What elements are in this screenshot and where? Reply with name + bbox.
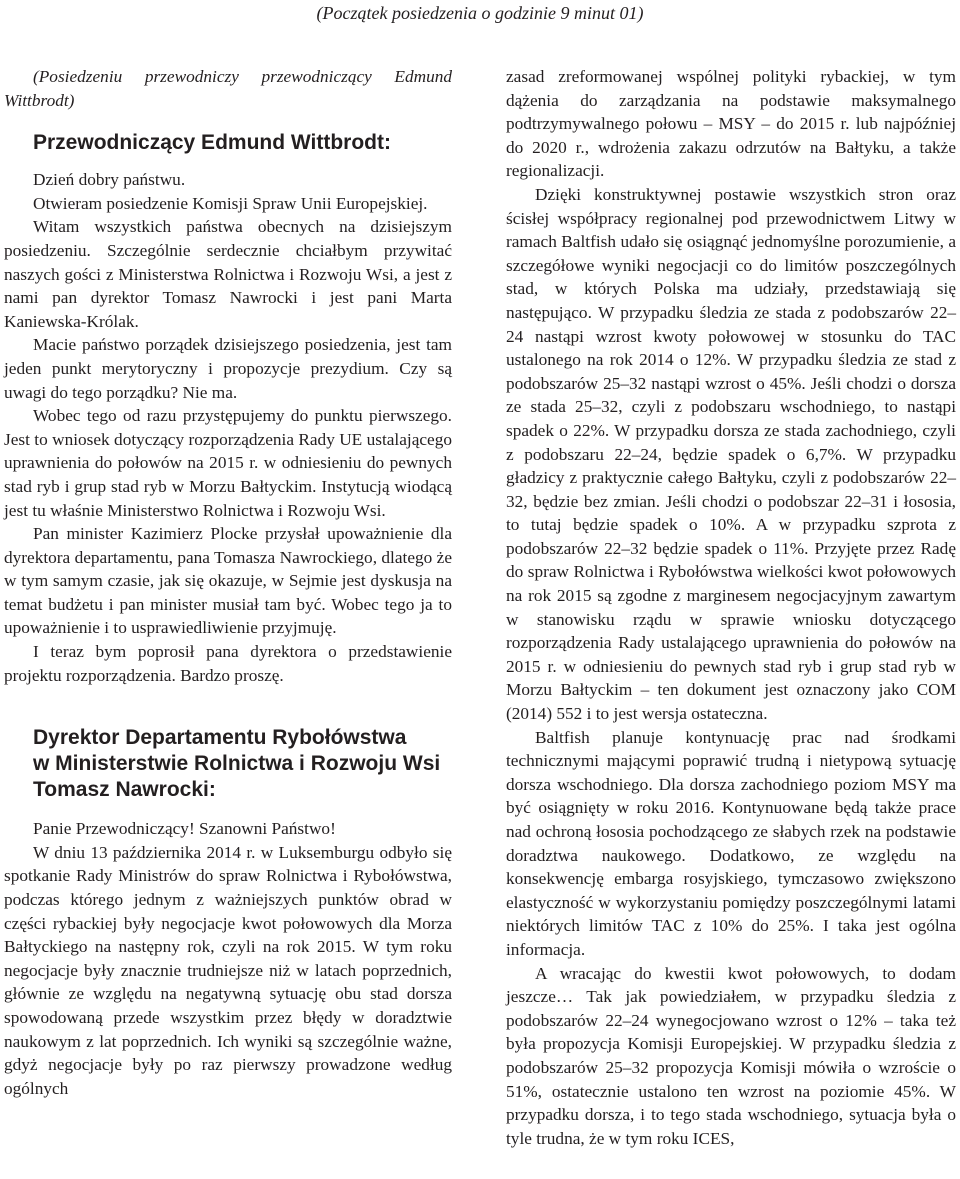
paragraph: Dzięki konstruktywnej postawie wszystkich stron oraz ścisłej współpracy regionalnej pod przewodnictwem Litwy w ramach Baltfish udało się osiągnąć jednomyślne porozumienie, a szczegółowe wyniki negocjacji co do limitów poszczególnych stad, w których Polska ma udziały, przedstawiają się następująco. W przypadku śledzia ze stada z podobszarów 22–24 nastąpi wzrost kwoty połowowej w stosunku do TAC ustalonego na rok 2014 o 12%. W przypadku śledzia ze stad z podobszarów 25–32 nastąpi wzrost o 45%. Jeśli chodzi o dorsza ze stada 25–32, czyli z podobszaru wschodniego, to nastąpi spadek o 22%. W przypadku dorsza ze stada zachodniego, czyli z podobszaru 22–24, będzie spadek o 6,7%. W przypadku gładzicy z praktycznie całego Bałtyku, czyli z podobszarów 22–32, będzie bez zmian. Jeśli chodzi o podobszar 22–31 i łososia, to tutaj będzie spadek o 10%. A w przypadku szprota z podobszarów 22–32 będzie spadek o 11%. Przyjęte przez Radę do spraw Rolnictwa i Rybołówstwa wielkości kwot połowowych na rok 2015 są zgodne z marginesem negocjacyjnym zawartym w stanowisku rządu w sprawie wniosku dotyczącego rozporządzenia Rady ustalającego uprawnienia do połowów na 2015 r. w odniesieniu do pewnych stad ryb i grup stad ryb w Morzu Bałtyckim – ten dokument jest oznaczony jako COM (2014) 552 i to jest wersja ostateczna. (506, 184, 956, 724)
speaker-director-line-3: Tomasz Nawrocki: (33, 778, 216, 802)
speaker-director-line-1: Dyrektor Departamentu Rybołówstwa (33, 726, 407, 750)
paragraph: Pan minister Kazimierz Plocke przysłał upoważnienie dla dyrektora departamentu, pana Tomasza Nawrockiego, dlatego że w tym samym czasie, jak się okazuje, w Sejmie jest dyskusja na temat budżetu i pan minister musiał tam być. Wobec tego ja to upoważnienie i to usprawiedliwienie przyjmuję. (4, 524, 452, 638)
paragraph: Macie państwo porządek dzisiejszego posiedzenia, jest tam jeden punkt merytoryczny i propozycje prezydium. Czy są uwagi do tego porządku? Nie ma. (4, 335, 452, 402)
paragraph: Panie Przewodniczący! Szanowni Państwo! (33, 819, 336, 839)
speaker-director-line-2: w Ministerstwie Rolnictwa i Rozwoju Wsi (33, 752, 441, 776)
paragraph: zasad zreformowanej wspólnej polityki rybackiej, w tym dążenia do zarządzania na podstawie maksymalnego podtrzymywalnego połowu – MSY – do 2015 r. lub najpóźniej do 2020 r., wdrożenia zakazu odrzutów na Bałtyku, a także regionalizacji. (506, 67, 956, 181)
paragraph: I teraz bym poprosił pana dyrektora o przedstawienie projektu rozporządzenia. Bardzo proszę. (4, 642, 452, 685)
paragraph: Baltfish planuje kontynuację prac nad środkami technicznymi mającymi poprawić trudną i nietypową sytuację dorsza wschodniego. Dla dorsza zachodniego poziom MSY ma być osiągnięty w roku 2016. Kontynuowane będą także prace nad ochroną łososia pochodzącego ze słabych rzek na podstawie doradztwa naukowego. Dodatkowo, ze względu na konsekwencję embarga rosyjskiego, tymczasowo zwiększono elastyczność w wykorzystaniu pomiędzy poszczególnymi latami niektórych limitów TAC z 10% do 25%. I taka jest ogólna informacja. (506, 727, 956, 959)
left-column (4, 65, 452, 1100)
paragraph: Wobec tego od razu przystępujemy do punktu pierwszego. Jest to wniosek dotyczący rozporządzenia Rady UE ustalającego uprawnienia do połowów na 2015 r. w odniesieniu do pewnych stad ryb i grup stad ryb w Morzu Bałtyckim. Instytucją wiodącą jest tu właśnie Ministerstwo Rolnictwa i Rozwoju Wsi. (4, 406, 452, 520)
paragraph: W dniu 13 października 2014 r. w Luksemburgu odbyło się spotkanie Rady Ministrów do spraw Rolnictwa i Rybołówstwa, podczas którego jednym z ważniejszych punktów obrad w części rybackiej były negocjacje kwot połowowych dla Morza Bałtyckiego na następny rok, czyli na rok 2015. W tym roku negocjacje były znacznie trudniejsze niż w latach poprzednich, głównie ze względu na negatywną sytuację obu stad dorsza spowodowaną przede wszystkim przez błędy w doradztwie naukowym z lat poprzednich. Ich wyniki są szczególnie ważne, gdyż negocjacje były po raz pierwszy prowadzone według ogólnych (4, 842, 452, 1098)
paragraph: A wracając do kwestii kwot połowowych, to dodam jeszcze… Tak jak powiedziałem, w przypadku śledzia z podobszarów 22–24 wynegocjowano wzrost o 12% – taka też była propozycja Komisji Europejskiej. W przypadku śledzia z podobszarów 25–32 propozycja Komisji mówiła o wzroście o 51%, ostatecznie ustalono ten wzrost na poziomie 45%. W przypadku dorsza, i to tego stada wschodniego, sytuacja była o tyle trudna, że w tym roku ICES, (506, 963, 956, 1148)
paragraph: Dzień dobry państwu. (33, 170, 186, 190)
paragraph: Otwieram posiedzenie Komisji Spraw Unii Europejskiej. (33, 193, 428, 213)
paragraph: Witam wszystkich państwa obecnych na dzisiejszym posiedzeniu. Szczególnie serdecznie chciałbym przywitać naszych gości z Ministerstwa Rolnictwa i Rozwoju Wsi, a jest z nami pan dyrektor Tomasz Nawrocki i jest pani Marta Kaniewska-Królak. (4, 217, 452, 331)
chair-note: (Posiedzeniu przewodniczy przewodniczący Edmund Wittbrodt) (4, 67, 452, 110)
speaker-chairman: Przewodniczący Edmund Wittbrodt: (33, 131, 391, 155)
right-column (506, 65, 956, 1150)
session-start-note: (Początek posiedzenia o godzinie 9 minut 01) (316, 3, 644, 23)
speaker-director (33, 725, 452, 803)
